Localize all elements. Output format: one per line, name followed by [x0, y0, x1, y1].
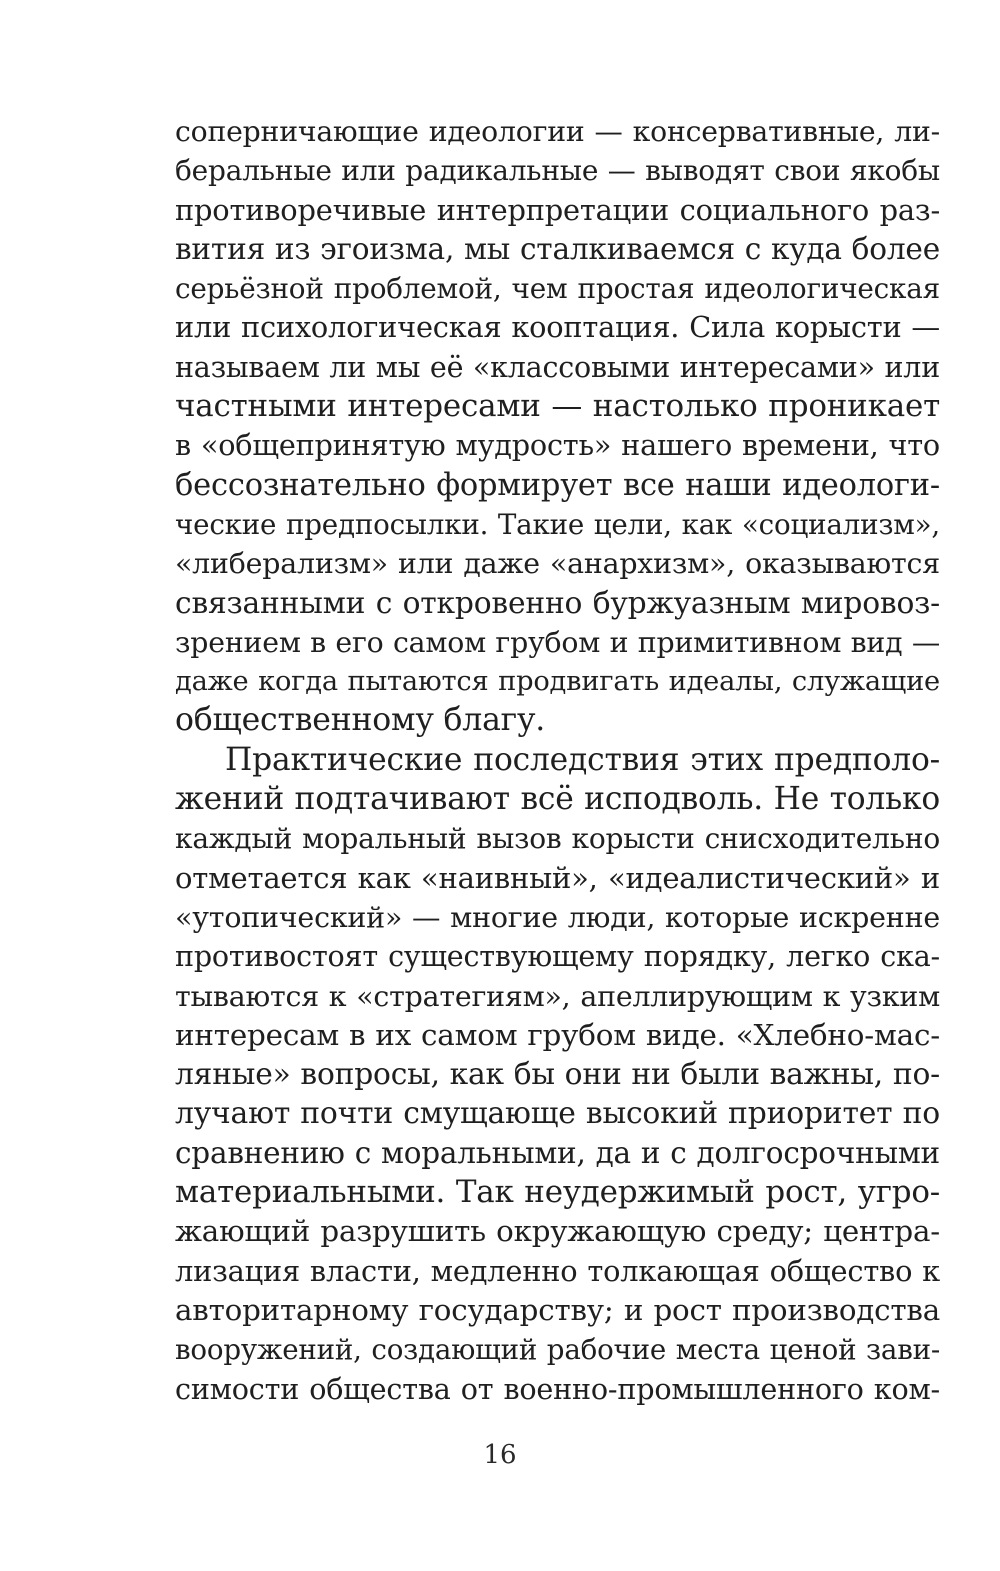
page-number: 16	[483, 1440, 517, 1470]
text-line: противостоят существующему порядку, легко ска-	[175, 939, 940, 974]
text-line: беральные или радикальные — выводят свои якобы	[175, 154, 940, 188]
text-line: вооружений, создающий рабочие места ценой зави-	[175, 1333, 940, 1367]
text-line: жений подтачивают всё исподволь. Не только	[175, 781, 940, 818]
text-line: называем ли мы её «классовыми интересами» или	[175, 350, 940, 384]
text-line: частными интересами — настолько проникает	[175, 388, 940, 425]
text-line: ляные» вопросы, как бы они ни были важны, по-	[175, 1057, 940, 1093]
text-line: тываются к «стратегиям», апеллирующим к узким	[175, 979, 940, 1013]
text-line: отметается как «наивный», «идеалистический» и	[175, 860, 940, 895]
text-line: вития из эгоизма, мы сталкиваемся с куда более	[175, 231, 940, 266]
text-line: лизация власти, медленно толкающая общество к	[175, 1253, 940, 1288]
paragraph	[175, 741, 940, 1409]
text-line: симости общества от военно-промышленного ком-	[175, 1371, 940, 1406]
text-line: «утопический» — многие люди, которые искренне	[175, 900, 940, 934]
paragraph	[175, 112, 940, 741]
text-line: жающий разрушить окружающую среду; центра-	[175, 1214, 940, 1249]
text-line: противоречивые интерпретации социального раз-	[175, 192, 940, 227]
text-line: даже когда пытаются продвигать идеалы, служащие	[175, 666, 940, 698]
text-line: зрением в его самом грубом и примитивном вид —	[175, 625, 940, 659]
body-text	[175, 112, 940, 1409]
text-line: общественному благу.	[175, 702, 546, 739]
text-line: бессознательно формирует все наши идеологи-	[175, 467, 940, 503]
text-line: сравнению с моральными, да и с долгосрочными	[175, 1135, 940, 1170]
text-line: Практические последствия этих предполо-	[225, 741, 940, 778]
text-line: соперничающие идеологии — консервативные, ли-	[175, 115, 940, 148]
text-line: серьёзной проблемой, чем простая идеологическая	[175, 272, 940, 306]
text-line: авторитарному государству; и рост производства	[175, 1292, 940, 1327]
text-line: «либерализм» или даже «анархизм», оказываются	[175, 547, 940, 581]
text-line: интересам в их самом грубом виде. «Хлебно-мас-	[175, 1017, 940, 1052]
text-line: материальными. Так неудержимый рост, угро-	[175, 1174, 940, 1211]
text-line: связанными с откровенно буржуазным мировоз-	[175, 585, 940, 621]
text-line: ческие предпосылки. Такие цели, как «социализм»,	[175, 507, 940, 541]
text-line: или психологическая кооптация. Сила корысти —	[175, 310, 940, 345]
text-line: каждый моральный вызов корысти снисходительно	[175, 822, 940, 856]
text-line: лучают почти смущающе высокий приоритет по	[175, 1096, 940, 1132]
text-line: в «общепринятую мудрость» нашего времени, что	[175, 428, 940, 463]
